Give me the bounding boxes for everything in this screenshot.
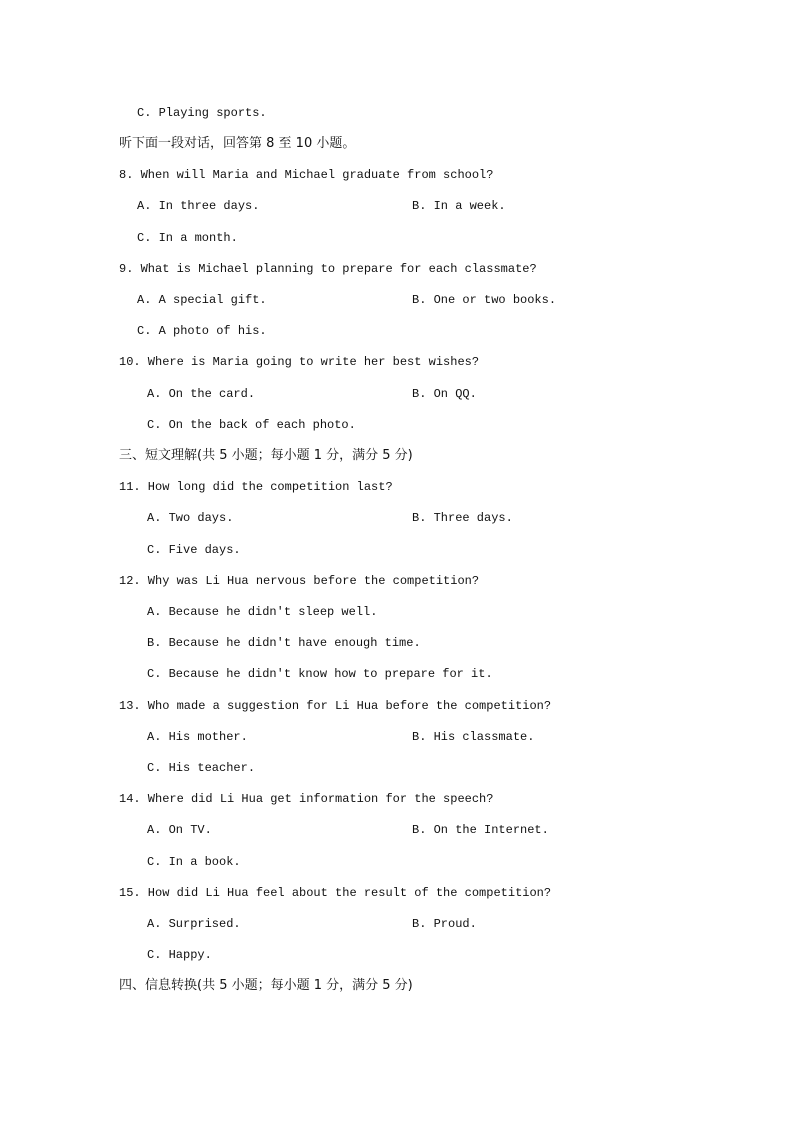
question-8: 8. When will Maria and Michael graduate from school? [119, 168, 494, 182]
q8-option-c: C. In a month. [137, 231, 238, 245]
q14-option-c: C. In a book. [147, 855, 241, 869]
q9-option-a: A. A special gift. [137, 293, 267, 307]
section-instruction: 听下面一段对话，回答第 8 至 10 小题。 [119, 136, 356, 151]
section-4-heading: 四、信息转换(共 5 小题；每小题 1 分，满分 5 分) [119, 978, 413, 993]
q11-option-a: A. Two days. [147, 511, 234, 525]
q12-option-a: A. Because he didn't sleep well. [147, 605, 378, 619]
q14-option-b: B. On the Internet. [412, 823, 549, 837]
q15-option-c: C. Happy. [147, 948, 212, 962]
question-12: 12. Why was Li Hua nervous before the competition? [119, 574, 480, 588]
q13-option-b: B. His classmate. [412, 730, 535, 744]
question-13: 13. Who made a suggestion for Li Hua before the competition? [119, 699, 552, 713]
q13-option-a: A. His mother. [147, 730, 248, 744]
q9-option-c: C. A photo of his. [137, 324, 267, 338]
question-11: 11. How long did the competition last? [119, 480, 393, 494]
question-10: 10. Where is Maria going to write her best wishes? [119, 355, 480, 369]
section-3-heading: 三、短文理解(共 5 小题；每小题 1 分，满分 5 分) [119, 448, 413, 463]
question-15: 15. How did Li Hua feel about the result of the competition? [119, 886, 552, 900]
q12-option-b: B. Because he didn't have enough time. [147, 636, 421, 650]
q14-option-a: A. On TV. [147, 823, 212, 837]
q13-option-c: C. His teacher. [147, 761, 256, 775]
q11-option-b: B. Three days. [412, 511, 513, 525]
q10-option-c: C. On the back of each photo. [147, 418, 356, 432]
q7-option-c: C. Playing sports. [137, 106, 267, 120]
q12-option-c: C. Because he didn't know how to prepare for it. [147, 667, 493, 681]
q15-option-b: B. Proud. [412, 917, 477, 931]
q10-option-b: B. On QQ. [412, 387, 477, 401]
q8-option-b: B. In a week. [412, 199, 506, 213]
q10-option-a: A. On the card. [147, 387, 256, 401]
question-9: 9. What is Michael planning to prepare for each classmate? [119, 262, 537, 276]
q15-option-a: A. Surprised. [147, 917, 241, 931]
q11-option-c: C. Five days. [147, 543, 241, 557]
q9-option-b: B. One or two books. [412, 293, 557, 307]
question-14: 14. Where did Li Hua get information for the speech? [119, 792, 494, 806]
q8-option-a: A. In three days. [137, 199, 260, 213]
